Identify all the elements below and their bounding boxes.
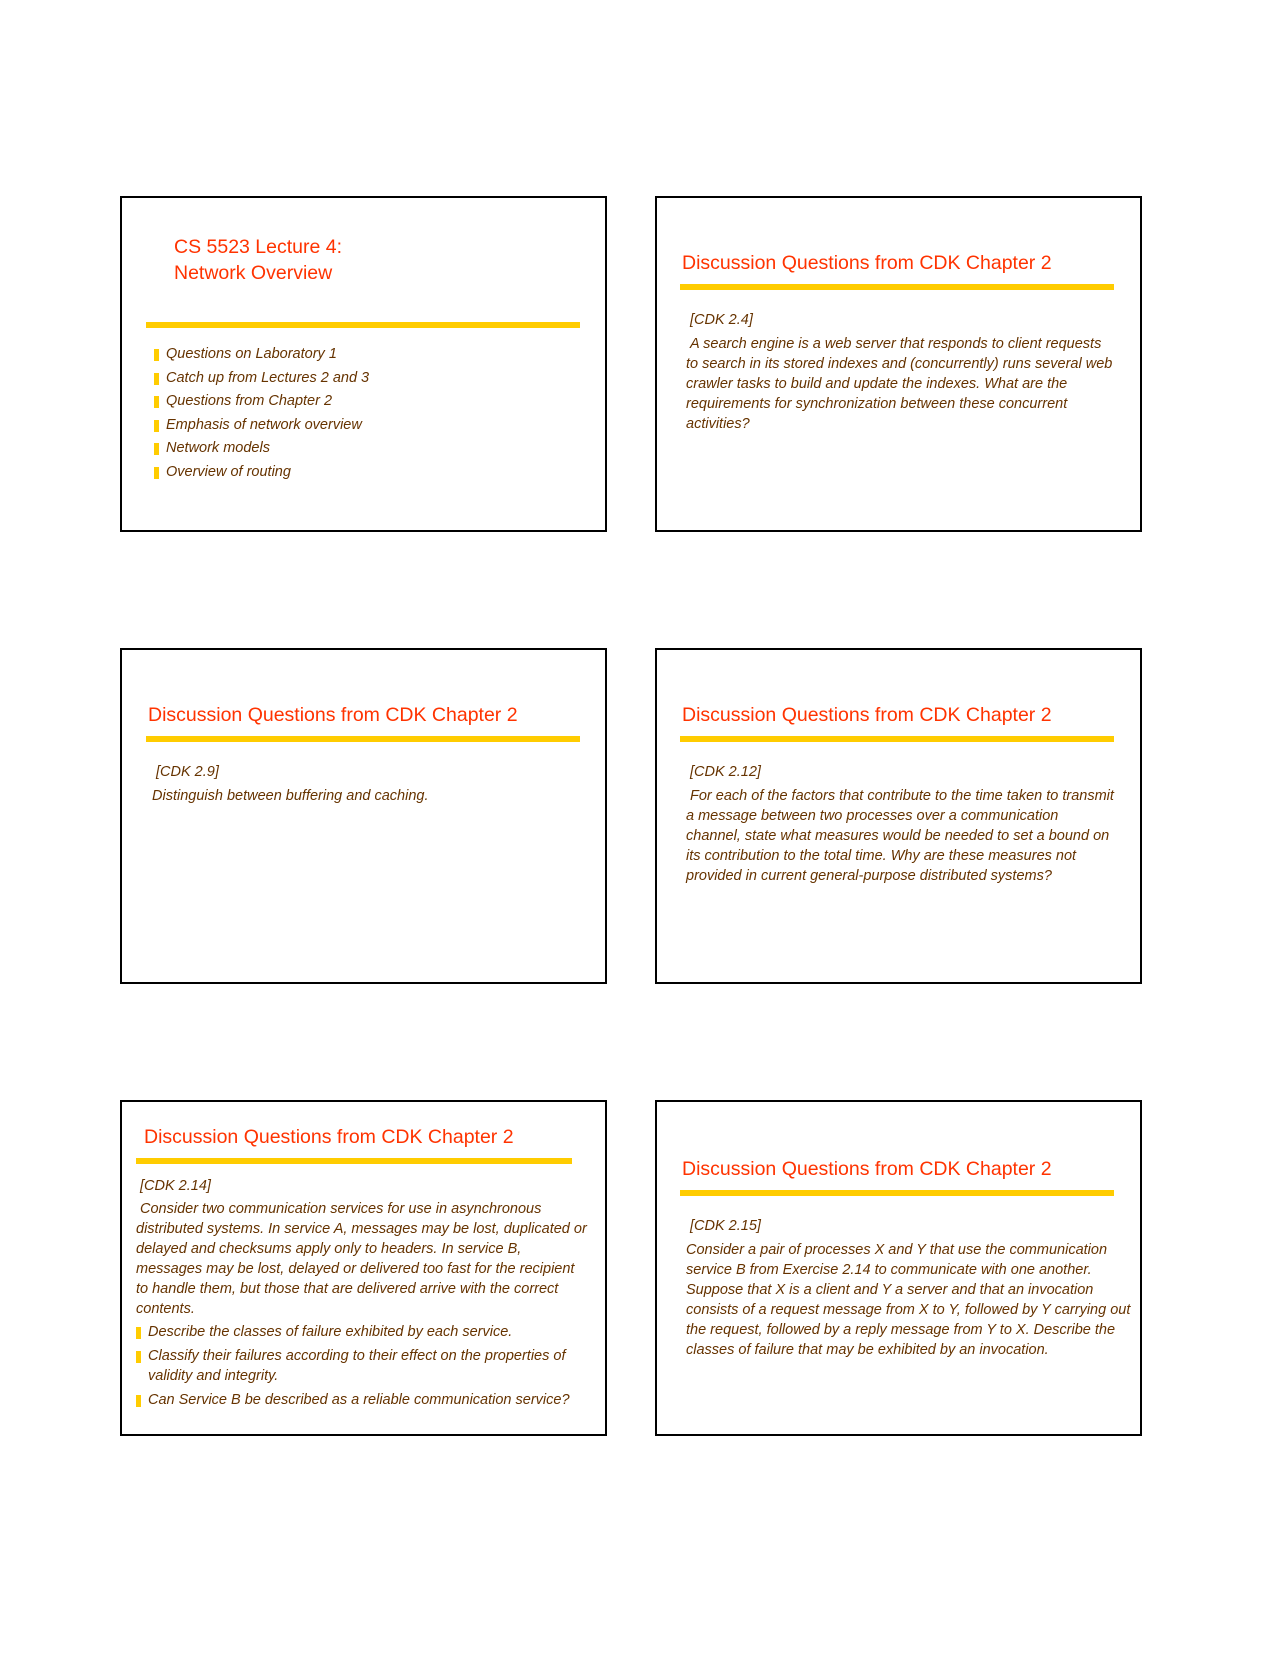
slide-3	[120, 648, 607, 984]
bullet-marker-icon	[136, 1351, 141, 1363]
slide-title: Discussion Questions from CDK Chapter 2	[682, 252, 1052, 274]
slide-body	[686, 310, 1116, 434]
slide-title: Discussion Questions from CDK Chapter 2	[682, 704, 1052, 726]
bullet-list	[136, 1322, 588, 1410]
slide-title: Discussion Questions from CDK Chapter 2	[144, 1126, 514, 1148]
slide-title	[174, 234, 342, 286]
question-text: Consider two communication services for use in asynchronous distributed systems. In service A, messages may be lost, duplicated or delayed and checksums apply only to headers. In service B, messages may be lost, delayed or delivered too fast for the recipient to handle them, but those that are delivered arrive with the correct contents.	[136, 1201, 587, 1317]
bullet-marker-icon	[136, 1395, 141, 1407]
slide-body	[152, 762, 582, 806]
title-rule	[680, 736, 1114, 742]
cdk-reference: [CDK 2.14]	[140, 1178, 211, 1194]
cdk-reference: [CDK 2.15]	[690, 1218, 761, 1234]
slide-2	[655, 196, 1142, 532]
question-text: Distinguish between buffering and caching.	[152, 788, 429, 804]
cdk-reference: [CDK 2.9]	[156, 764, 219, 780]
slide-4	[655, 648, 1142, 984]
bullet-marker-icon	[136, 1327, 141, 1339]
slide-6	[655, 1100, 1142, 1436]
bullet-marker-icon	[154, 443, 159, 455]
title-rule	[146, 736, 580, 742]
title-rule	[136, 1158, 572, 1164]
slide-title: Discussion Questions from CDK Chapter 2	[682, 1158, 1052, 1180]
bullet-marker-icon	[154, 349, 159, 361]
bullet-marker-icon	[154, 420, 159, 432]
cdk-reference: [CDK 2.12]	[690, 764, 761, 780]
bullet-item: Describe the classes of failure exhibited by each service.	[136, 1322, 588, 1342]
bullet-marker-icon	[154, 396, 159, 408]
bullet-marker-icon	[154, 373, 159, 385]
slide-body	[154, 344, 584, 485]
cdk-reference: [CDK 2.4]	[690, 312, 753, 328]
question-text: A search engine is a web server that responds to client requests to search in its stored indexes and (concurrently) runs several web crawler tasks to build and update the indexes. What are the requirements for synchronization between these concurrent activities?	[686, 336, 1113, 432]
bullet-item: Questions on Laboratory 1	[154, 344, 584, 364]
title-line-1: CS 5523 Lecture 4:	[174, 236, 343, 258]
bullet-item: Catch up from Lectures 2 and 3	[154, 368, 584, 388]
bullet-item: Can Service B be described as a reliable communication service?	[136, 1390, 588, 1410]
title-rule	[680, 284, 1114, 290]
slide-1	[120, 196, 607, 532]
question-text: For each of the factors that contribute to the time taken to transmit a message between two processes over a communication channel, state what measures would be needed to set a bound on its contribution to the total time. Why are these measures not provided in current general-purpose distributed systems?	[686, 788, 1114, 884]
title-rule	[680, 1190, 1114, 1196]
question-text: Consider a pair of processes X and Y that use the communication service B from Exercise 2.14 to communicate with one another. Suppose that X is a client and Y a server and that an invocation consists of a request message from X to Y, followed by Y carrying out the request, followed by a reply message from Y to X. Describe the classes of failure that may be exhibited by an invocation.	[686, 1242, 1131, 1358]
slide-body	[686, 1216, 1132, 1360]
bullet-item: Classify their failures according to their effect on the properties of validity and integrity.	[136, 1346, 588, 1386]
bullet-marker-icon	[154, 467, 159, 479]
title-rule	[146, 322, 580, 328]
bullet-item: Questions from Chapter 2	[154, 391, 584, 411]
slide-5	[120, 1100, 607, 1436]
bullet-item: Network models	[154, 438, 584, 458]
bullet-item: Emphasis of network overview	[154, 415, 584, 435]
bullet-item: Overview of routing	[154, 462, 584, 482]
slide-body	[686, 762, 1116, 886]
title-line-2: Network Overview	[174, 262, 333, 284]
bullet-list	[154, 344, 584, 482]
slide-title: Discussion Questions from CDK Chapter 2	[148, 704, 518, 726]
slide-body	[136, 1176, 588, 1414]
